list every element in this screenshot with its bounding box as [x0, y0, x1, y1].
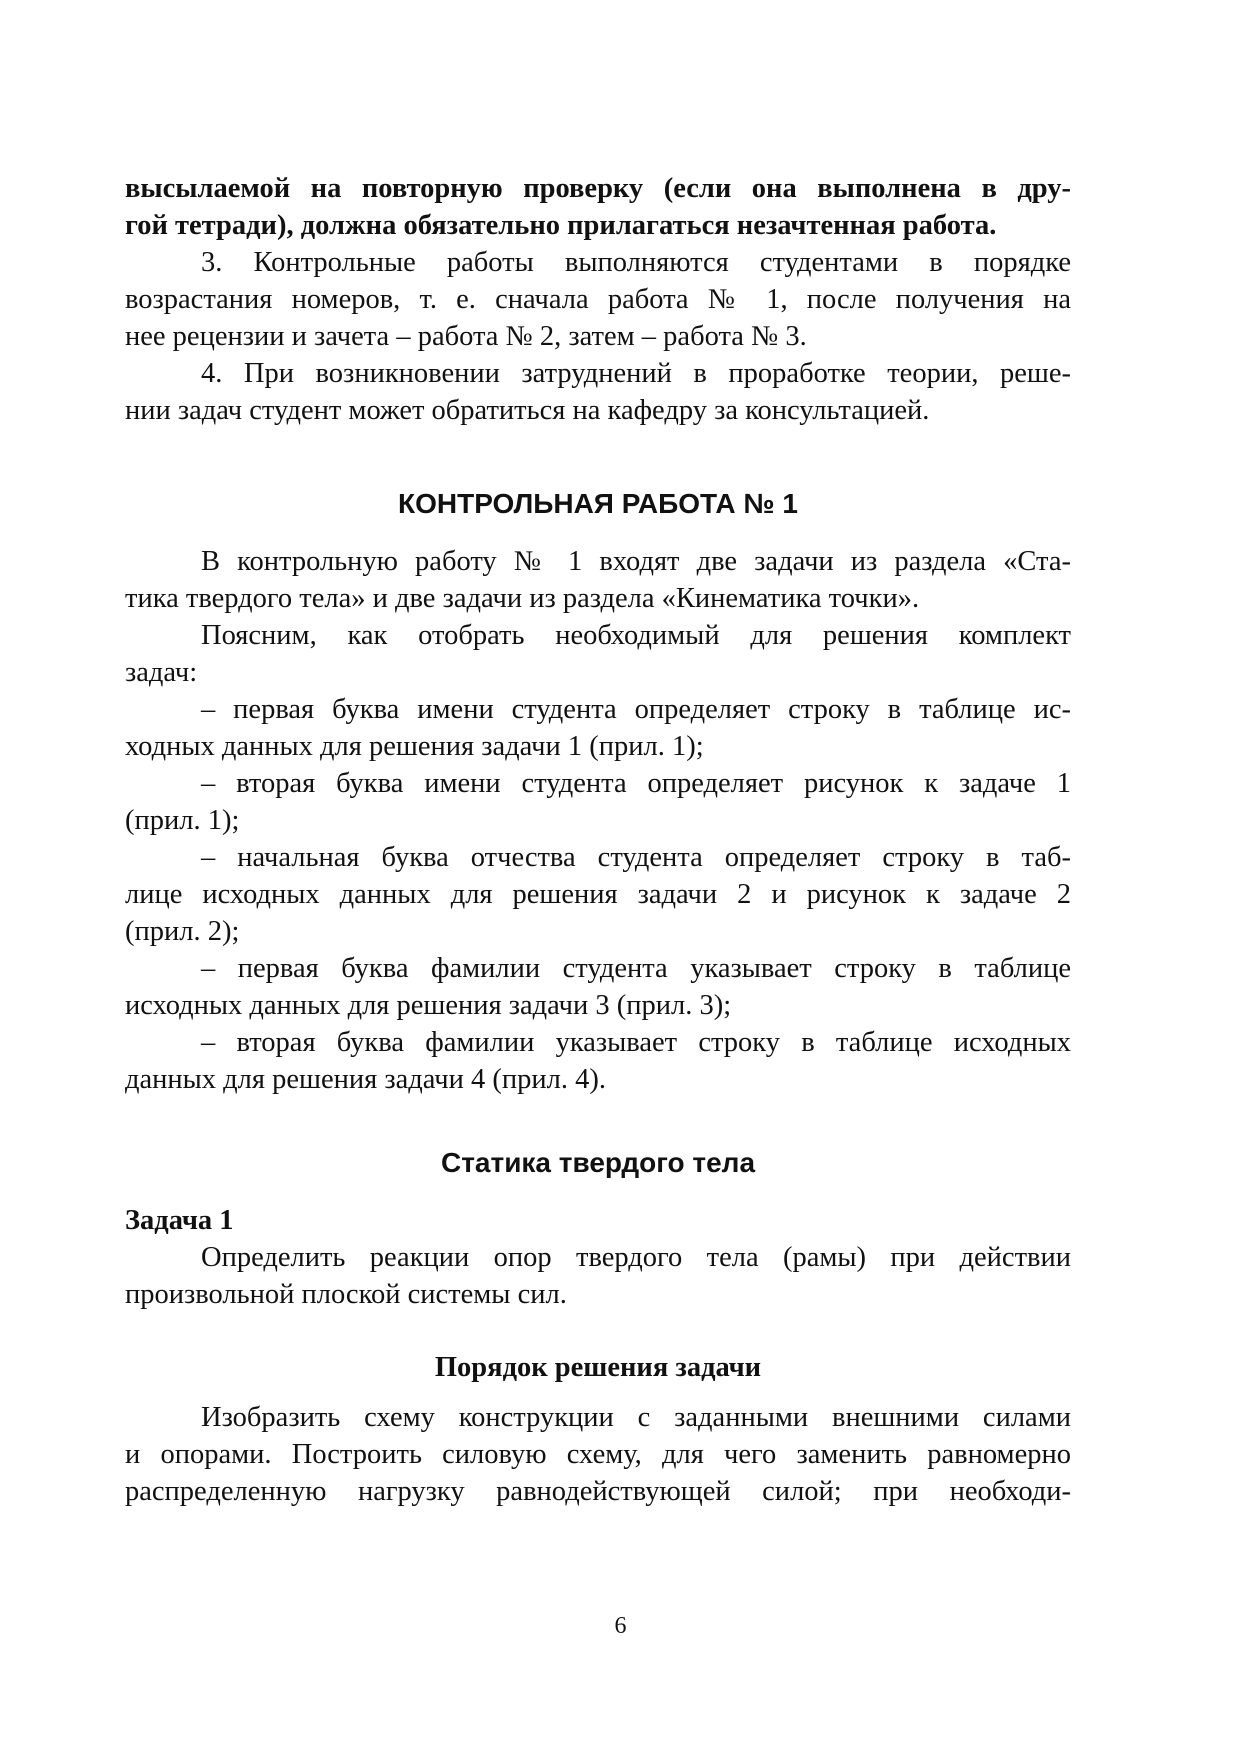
explain-paragraph — [125, 617, 1071, 691]
text-line: данных для решения задачи 4 (прил. 4). — [125, 1064, 606, 1095]
text-line: тика твердого тела» и две задачи из раздела «Кинематика точки». — [125, 583, 920, 614]
procedure-title: Порядок решения задачи — [434, 1352, 762, 1383]
text-line: лице исходных данных для решения задачи 2 и рисунок к задаче 2 — [125, 879, 1071, 910]
text-line: высылаемой на повторную проверку (если она выполнена в дру- — [125, 173, 1071, 204]
text-line: (прил. 1); — [125, 805, 240, 836]
text-line: – первая буква фамилии студента указывает строку в таблице — [201, 953, 1071, 984]
text-line: Поясним, как отобрать необходимый для решения комплект — [201, 620, 1071, 651]
task-1-paragraph — [125, 1239, 1071, 1313]
text-line: возрастания номеров, т. е. сначала работа № 1, после получения на — [125, 284, 1071, 315]
procedure-paragraph — [125, 1399, 1071, 1510]
text-line: – вторая буква имени студента определяет рисунок к задаче 1 — [201, 768, 1071, 799]
bullet-item — [125, 765, 1071, 839]
text-line: Изобразить схему конструкции с заданными внешними силами — [201, 1402, 1071, 1433]
text-line: – вторая буква фамилии указывает строку в таблице исходных — [201, 1027, 1071, 1058]
text-line: гой тетради), должна обязательно прилагаться незачтенная работа. — [125, 210, 997, 241]
text-line: ходных данных для решения задачи 1 (прил. 1); — [125, 731, 704, 762]
text-line: Определить реакции опор твердого тела (рамы) при действии — [201, 1242, 1071, 1273]
text-line: – первая буква имени студента определяет строку в таблице ис- — [201, 694, 1071, 725]
text-line: нии задач студент может обратиться на кафедру за консультацией. — [125, 395, 930, 426]
item-3-paragraph — [125, 244, 1071, 355]
text-line: распределенную нагрузку равнодействующей силой; при необходи- — [125, 1476, 1071, 1507]
bullet-item — [125, 1024, 1071, 1098]
text-line: нее рецензии и зачета – работа № 2, затем – работа № 3. — [125, 321, 807, 352]
text-line: 3. Контрольные работы выполняются студентами в порядке — [201, 247, 1071, 278]
page-number: 6 — [614, 1613, 627, 1639]
text-line: – начальная буква отчества студента определяет строку в таб- — [201, 842, 1071, 873]
item-4-paragraph — [125, 355, 1071, 429]
bullet-item — [125, 691, 1071, 765]
text-line: исходных данных для решения задачи 3 (прил. 3); — [125, 990, 732, 1021]
text-line: (прил. 2); — [125, 916, 240, 947]
subsection-title: Статика твердого тела — [440, 1147, 756, 1178]
bullet-item — [125, 950, 1071, 1024]
intro-paragraph — [125, 543, 1071, 617]
text-line: задач: — [125, 657, 198, 688]
text-line: 4. При возникновении затруднений в проработке теории, реше- — [201, 358, 1071, 389]
intro-bold-paragraph — [125, 170, 1071, 244]
text-line: и опорами. Построить силовую схему, для чего заменить равномерно — [125, 1439, 1071, 1470]
page-content — [125, 170, 1071, 1510]
text-line: В контрольную работу № 1 входят две задачи из раздела «Ста- — [201, 546, 1071, 577]
task-title: Задача 1 — [125, 1205, 234, 1236]
section-title: КОНТРОЛЬНАЯ РАБОТА № 1 — [398, 488, 798, 519]
text-line: произвольной плоской системы сил. — [125, 1279, 567, 1310]
bullet-item — [125, 839, 1071, 950]
